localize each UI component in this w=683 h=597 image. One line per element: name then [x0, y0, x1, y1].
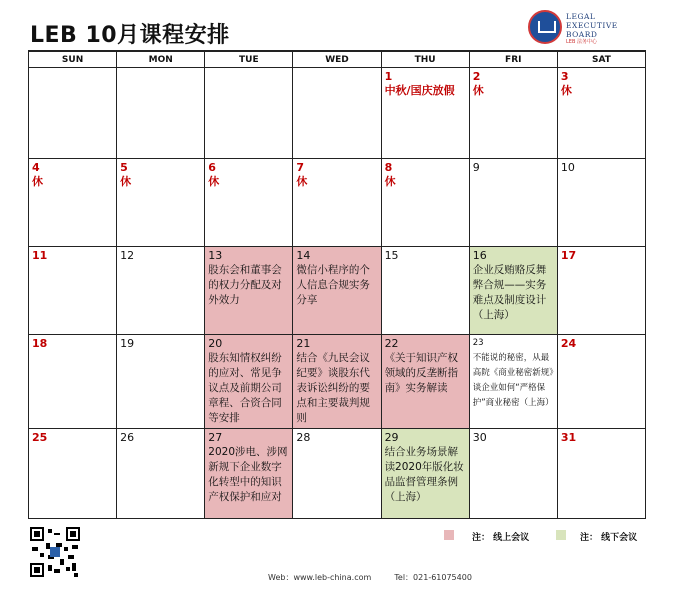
online-legend-swatch	[444, 530, 454, 540]
day-cell	[381, 247, 469, 335]
week-row	[29, 159, 646, 247]
day-number: 23	[472, 338, 484, 348]
session-title: 结合业务场景解读2020年版化妆品监督管理条例（上海）	[384, 446, 464, 503]
day-number: 30	[472, 431, 487, 444]
day-cell	[29, 159, 117, 247]
offline-session-cell	[469, 247, 557, 335]
empty-cell	[205, 68, 293, 159]
holiday-note: 休	[384, 175, 396, 188]
session-title: 股东会和董事会的权力分配及对外效力	[208, 264, 282, 306]
day-number: 24	[560, 337, 577, 350]
day-cell	[293, 159, 381, 247]
week-row	[29, 247, 646, 335]
day-cell	[29, 429, 117, 519]
offline-legend-label: 注： 线下会议	[580, 533, 638, 543]
empty-cell	[117, 68, 205, 159]
day-cell	[557, 247, 645, 335]
weekday-header	[29, 51, 646, 68]
day-number: 11	[32, 249, 48, 262]
day-number: 20	[208, 337, 223, 350]
day-cell	[29, 335, 117, 429]
holiday-note: 休	[32, 175, 43, 188]
day-number: 3	[560, 70, 569, 83]
weekday-sat: SAT	[557, 51, 645, 68]
day-number: 2	[472, 70, 481, 83]
logo-subtext: LEB 法务中心	[566, 39, 597, 45]
day-number: 18	[32, 337, 48, 350]
day-number: 21	[296, 337, 311, 350]
day-cell	[469, 68, 557, 159]
day-number: 15	[384, 249, 399, 262]
day-number: 25	[32, 431, 48, 444]
week-row	[29, 335, 646, 429]
day-cell	[557, 335, 645, 429]
day-number: 12	[120, 249, 135, 262]
day-cell	[557, 68, 645, 159]
day-number: 14	[296, 249, 311, 262]
day-number: 19	[120, 337, 135, 350]
online-session-cell	[205, 335, 293, 429]
weekday-thu: THU	[381, 51, 469, 68]
holiday-note: 休	[560, 84, 572, 97]
session-title: 企业反贿赂反舞弊合规——实务难点及制度设计（上海）	[472, 264, 547, 321]
scales-emblem-icon	[528, 10, 562, 44]
day-number: 8	[384, 161, 393, 174]
day-number: 4	[32, 161, 40, 174]
day-number: 27	[208, 431, 223, 444]
day-number: 26	[120, 431, 135, 444]
phone-text: Tel：021-61075400	[394, 573, 472, 582]
session-title: 《关于知识产权领域的反垄断指南》实务解读	[384, 352, 459, 394]
day-cell	[469, 159, 557, 247]
day-number: 1	[384, 70, 393, 83]
weekday-mon: MON	[117, 51, 205, 68]
session-title: 不能说的秘密，从最高院《商业秘密新规》谈企业如何“严格保护”商业秘密（上海）	[472, 353, 554, 408]
footer	[268, 572, 472, 583]
online-session-cell	[293, 247, 381, 335]
week-row	[29, 68, 646, 159]
holiday-note: 休	[296, 175, 308, 188]
website-text: Web：www.leb-china.com	[268, 573, 372, 582]
online-session-cell	[205, 247, 293, 335]
session-title: 结合《九民会议纪要》谈股东代表诉讼纠纷的要点和主要裁判规则	[296, 352, 370, 424]
weekday-wed: WED	[293, 51, 381, 68]
online-session-cell	[293, 335, 381, 429]
day-number: 7	[296, 161, 305, 174]
offline-legend-swatch	[556, 530, 566, 540]
day-number: 6	[208, 161, 216, 174]
day-cell	[117, 335, 205, 429]
day-cell	[29, 247, 117, 335]
day-number: 28	[296, 431, 311, 444]
day-cell	[557, 159, 645, 247]
day-number: 29	[384, 431, 399, 444]
day-cell	[117, 247, 205, 335]
day-number: 16	[472, 249, 487, 262]
day-number: 9	[472, 161, 480, 174]
day-cell	[381, 68, 469, 159]
online-session-cell	[381, 335, 469, 429]
day-cell	[469, 335, 557, 429]
offline-session-cell	[381, 429, 469, 519]
day-number: 17	[560, 249, 577, 262]
day-number: 31	[560, 431, 577, 444]
holiday-note: 中秋/国庆放假	[384, 84, 455, 97]
week-row	[29, 429, 646, 519]
holiday-note: 休	[120, 175, 132, 188]
day-cell	[557, 429, 645, 519]
online-legend-label: 注： 线上会议	[472, 533, 530, 543]
day-cell	[117, 429, 205, 519]
session-title: 微信小程序的个人信息合规实务分享	[296, 264, 370, 306]
day-cell	[117, 159, 205, 247]
empty-cell	[29, 68, 117, 159]
day-cell	[469, 429, 557, 519]
weekday-sun: SUN	[29, 51, 117, 68]
holiday-note: 休	[208, 175, 220, 188]
day-cell	[205, 159, 293, 247]
session-title: 2020涉电、涉网新规下企业数字化转型中的知识产权保护和应对	[208, 446, 288, 503]
qr-code-icon	[30, 527, 80, 577]
october-calendar	[28, 50, 646, 519]
day-cell	[293, 429, 381, 519]
day-number: 13	[208, 249, 223, 262]
day-number: 10	[560, 161, 575, 174]
weekday-tue: TUE	[205, 51, 293, 68]
holiday-note: 休	[472, 84, 484, 97]
day-number: 5	[120, 161, 128, 174]
empty-cell	[293, 68, 381, 159]
day-cell	[381, 159, 469, 247]
day-number: 22	[384, 337, 399, 350]
page-title: LEB 10月课程安排	[30, 23, 230, 48]
session-title: 股东知情权纠纷的应对、常见争议点及前期公司章程、合资合同等安排	[208, 352, 282, 424]
weekday-fri: FRI	[469, 51, 557, 68]
logo-text: LEGAL EXECUTIVE BOARD	[566, 12, 618, 39]
online-session-cell	[205, 429, 293, 519]
leb-logo	[528, 10, 648, 46]
